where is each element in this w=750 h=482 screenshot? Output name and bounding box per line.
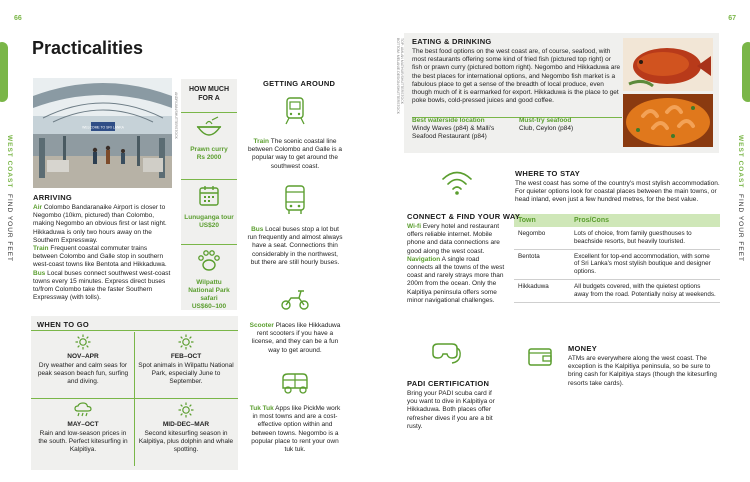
- table-row: [514, 279, 720, 302]
- sun-icon: [178, 402, 194, 418]
- page-title: Practicalities: [32, 38, 144, 58]
- how-much-label-prawn: Prawn curry: [190, 146, 228, 153]
- getting-around-bus-text: Bus Local buses stop a lot but run frequently and almost always have a seat. Connections thin considerably in the northwest, but there are still hourly buses.: [247, 226, 343, 266]
- money-text: ATMs are everywhere along the west coast. The exception is the Kalpitiya peninsula, so be sure to bring cash for Kalpitiya stays (though the kitesurfing resorts take cards).: [568, 355, 717, 387]
- prawn-curry-photo: [623, 94, 713, 147]
- eating-heading: EATING & DRINKING: [412, 37, 492, 46]
- left-side-label: WEST COAST FIND YOUR FEET: [6, 135, 13, 263]
- when-months: MID-DEC–MAR: [162, 421, 210, 428]
- wallet-icon-wrap: [527, 344, 553, 373]
- getting-around-tuktuk: [245, 370, 345, 401]
- when-cell-nov-apr: [35, 334, 131, 386]
- table-row: [514, 227, 720, 249]
- arriving-text: Air Colombo Bandaranaike Airport is closer to Negombo (10km, pictured) than Colombo, making Negombo an obvious first or last night. Hikkaduwa is only two hours away on the Southern Expressway. Train Frequent coastal commuter trains between Colombo and Galle stop in southern west-coast towns like Bentota and Hikkaduwa. Bus Local buses connect southwest west-coast towns every 15 minutes. Express direct buses to/from Colombo take the faster Southern Expressway (with tolls).: [33, 204, 171, 302]
- money-heading: MONEY: [568, 344, 598, 353]
- how-much-label-lunuganga: Lunuganga tour: [184, 214, 234, 221]
- how-much-item-prawn: [181, 115, 237, 162]
- table-row: [514, 249, 720, 279]
- how-much-item-wilpattu: [181, 248, 237, 311]
- wifi-icon-wrap: [437, 168, 477, 201]
- eating-panel: [404, 33, 719, 153]
- when-text: Rain and low-season prices in the south. Perfect kitesurfing in Kalpitiya.: [38, 430, 128, 453]
- when-months: FEB–OCT: [170, 353, 202, 360]
- getting-around-bus: [245, 184, 345, 221]
- rain-cloud-icon: [74, 402, 92, 418]
- when-months: NOV–APR: [67, 353, 99, 360]
- calendar-icon: [196, 183, 222, 209]
- when-to-go-panel: [31, 316, 238, 470]
- how-much-panel: [181, 79, 237, 310]
- dive-mask-icon-wrap: [425, 340, 465, 371]
- where-to-stay-table: [514, 214, 720, 303]
- table-cell: Bentota: [514, 249, 570, 279]
- page-number-right: 67: [728, 15, 736, 22]
- where-to-stay-intro: The west coast has some of the country's most stylish accommodation. For quieter options look for coastal places between the main towns, or head inland, even just a few hundred metres, for the best value.: [515, 180, 720, 204]
- when-divider: [134, 332, 135, 466]
- table-header-pros-cons: Pros/Cons: [570, 214, 720, 227]
- how-much-price-wilpattu: US$60–100: [191, 303, 227, 310]
- photo-credit-left: ANDRIJAN/SHUTTERSTOCK: [174, 92, 178, 139]
- right-edge-tab: [742, 42, 750, 102]
- getting-around-train: [245, 96, 345, 131]
- table-cell: Lots of choice, from family guesthouses to beachside resorts, but heavily touristed.: [570, 227, 720, 249]
- connect-text: Wi-fi Every hotel and restaurant offers reliable internet. Mobile phone and data connections are good along the west coast. Navigation A single road connects all the towns of the west coast and rarely strays more than 200m from the ocean. Only the Kalpitiya peninsula offers some minor navigational challenges.: [407, 223, 505, 304]
- padi-heading: PADI CERTIFICATION: [407, 379, 490, 388]
- best-waterside: Best waterside location Windy Waves (p84) & Malli's Seafood Restaurant (p84): [412, 117, 495, 141]
- when-cell-may-oct: [35, 402, 131, 454]
- getting-around-heading: GETTING AROUND: [263, 79, 336, 88]
- scooter-icon: [279, 286, 311, 312]
- padi-text: Bring your PADI scuba card if you want to dive in Kalpitiya or Hikkaduwa. Both places offer refresher dives if you are a bit rusty.: [407, 390, 495, 430]
- bus-icon: [283, 184, 307, 216]
- welcome-sign-text: WELCOME TO SRI LANKA: [82, 125, 124, 130]
- when-text: Spot animals in Wilpattu National Park, especially June to September.: [138, 362, 234, 385]
- sun-icon: [178, 334, 194, 350]
- prawn-curry-illustration: [623, 94, 713, 147]
- must-try-seafood: Must-try seafood Club, Ceylon (p84): [519, 117, 574, 133]
- when-text: Second kitesurfing season in Kalpitiya, plus dolphin and whale spotting.: [138, 430, 234, 453]
- when-cell-feb-oct: [138, 334, 234, 386]
- arriving-heading: ARRIVING: [33, 193, 73, 202]
- getting-around-scooter: [245, 286, 345, 317]
- connect-heading: CONNECT & FIND YOUR WAY: [407, 212, 521, 221]
- fried-fish-illustration: [623, 38, 713, 91]
- when-cell-mid-dec-mar: [138, 402, 234, 454]
- table-cell: All budgets covered, with the quietest options away from the road. Potentially noisy at weekends.: [570, 279, 720, 302]
- where-to-stay-heading: WHERE TO STAY: [515, 169, 581, 178]
- fried-fish-photo: [623, 38, 713, 91]
- table-header-town: Town: [514, 214, 570, 227]
- airport-illustration: [33, 78, 172, 188]
- how-much-divider: [181, 244, 237, 245]
- table-cell: Excellent for top-end accommodation, with some of Sri Lanka's most stylish boutique and designer options.: [570, 249, 720, 279]
- how-much-divider: [181, 179, 237, 180]
- when-text: Dry weather and calm seas for peak season beach fun, surfing and diving.: [37, 362, 129, 385]
- airport-photo: [33, 78, 172, 188]
- how-much-heading: HOW MUCH FOR A: [188, 86, 230, 102]
- when-divider: [31, 330, 238, 331]
- how-much-item-lunuganga: [181, 183, 237, 230]
- table-cell: Negombo: [514, 227, 570, 249]
- when-to-go-heading: WHEN TO GO: [37, 320, 90, 329]
- how-much-price-prawn: Rs 2000: [196, 154, 222, 161]
- tuktuk-icon: [279, 370, 311, 396]
- sun-icon: [75, 334, 91, 350]
- train-icon: [284, 96, 306, 126]
- dive-mask-icon: [428, 340, 462, 366]
- curry-bowl-icon: [194, 115, 224, 141]
- when-months: MAY–OCT: [67, 421, 99, 428]
- right-side-label: WEST COAST FIND YOUR FEET: [737, 135, 744, 263]
- paw-icon: [195, 248, 223, 274]
- getting-around-train-text: Train The scenic coastal line between Colombo and Galle is a popular way to get around the southwest coast.: [248, 138, 342, 170]
- eating-text: The best food options on the west coast are, of course, seafood, with most restaurants offering some kind of fried fish (pictured top right) or fish or prawn curry (pictured bottom right). Negombo and Hikkaduwa are the best places for international options, and Negombo fish market is a fabulous place to get a sense of the breadth of local produce, even though much of it is earmarked for export. Hikkaduwa is the place to get poke bowls, cold-pressed juices and good coffee.: [412, 48, 621, 105]
- how-much-price-lunuganga: US$20: [199, 222, 219, 229]
- wallet-icon: [527, 344, 553, 368]
- page-number-left: 66: [14, 15, 22, 22]
- photo-credit-right: TOP: AMLAN MATHUR/SHUTTERSTOCK BOTTOM: MELANIE.DESIGN/SHUTTERSTOCK: [396, 38, 404, 115]
- wifi-icon: [440, 168, 474, 196]
- how-much-divider: [181, 112, 237, 113]
- getting-around-tuktuk-text: Tuk Tuk Apps like PickMe work in most towns and are a cost-effective option within and between towns. Negombo is a popular place to rent your own tuk tuk.: [249, 405, 341, 454]
- how-much-label-wilpattu: Wilpattu National Park safari: [188, 279, 230, 302]
- left-edge-tab: [0, 42, 8, 102]
- getting-around-scooter-text: Scooter Places like Hikkaduwa rent scooters if you have a license, and they can be a fun way to get around.: [249, 322, 341, 354]
- table-cell: Hikkaduwa: [514, 279, 570, 302]
